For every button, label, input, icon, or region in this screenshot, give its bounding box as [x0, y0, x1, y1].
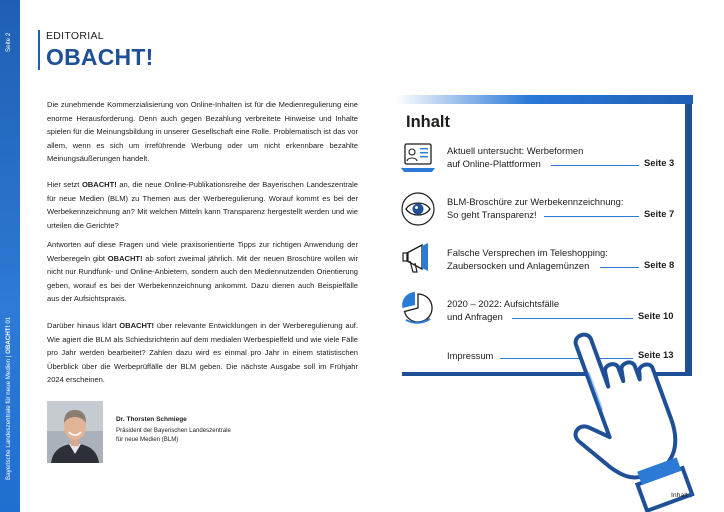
toc-item-5-text[interactable]: [447, 349, 493, 362]
paragraph-2: [47, 178, 358, 232]
footer-contents-link[interactable]: Inhalt: [671, 492, 688, 499]
section-kicker: EDITORIAL: [46, 30, 104, 42]
p4-bold: OBACHT!: [119, 321, 155, 330]
side-caption-prefix: Bayerische Landeszentrale für neue Medien |: [5, 353, 12, 480]
p4-before: Darüber hinaus klärt: [47, 321, 120, 330]
contents-title: Inhalt: [406, 113, 450, 131]
toc-item-4-line1: 2020 – 2022: Aufsichtsfälle: [447, 298, 560, 309]
toc-item-5-page[interactable]: Seite 13: [638, 349, 674, 360]
toc-item-5-line1: Impressum: [447, 350, 494, 361]
author-portrait: [47, 401, 103, 463]
side-caption-bold: OBACHT!: [5, 325, 12, 354]
toc-item-3-line2: Zaubersocken und Anlagemünzen: [447, 260, 590, 271]
pie-chart-icon: [400, 290, 436, 326]
paragraph-1: Die zunehmende Kommerzialisierung von Online-Inhalten ist für die Medienregulierung eine enorme Herausforderung. Denn auch gegen Bezahlung verbreitete Hinweise und Inhalte spielen für die Meinungsbildung in unserer Gesellschaft eine Rolle. Problematisch ist das vor allem, wenn es sich um irreführende Werbung oder um nicht erkennbare bezahlte Meinungsäußerungen handelt.: [47, 100, 358, 164]
toc-item-3-line1: Falsche Versprechen im Teleshopping:: [447, 247, 608, 258]
p3-after: ab sofort zweimal jährlich. Mit der neuen Broschüre wollen wir nicht nur Rundfunk- und Online-Anbietern, sondern auch den Mediennutzenden Orientierung geben, worauf es bei der Werbekennzeichnung ankommt. Dazu dienen auch Beispielfälle aus der Aufsichtspraxis.: [47, 253, 358, 304]
eye-icon: [400, 191, 436, 227]
side-caption-suffix: 01: [5, 316, 12, 326]
toc-item-2-line1: BLM-Broschüre zur Werbekennzeichnung:: [447, 196, 624, 207]
p3-bold: OBACHT!: [107, 253, 143, 263]
toc-item-3-text[interactable]: [447, 246, 608, 272]
paragraph-4: [47, 319, 358, 387]
toc-item-1-line1: Aktuell untersucht: Werbeformen: [447, 145, 584, 156]
author-name: Dr. Thorsten Schmiege: [116, 416, 187, 423]
p2-after: an, die neue Online-Publikationsreihe der Bayerischen Landeszentrale für neue Medien (BLM) zu Themen aus der Werberegulierung. Worauf kommt es bei der Werbekennzeichnung an? Mit welchen Mitteln kann Transparenz hergestellt werden und wie urteilen die Gerichte?: [47, 180, 358, 230]
author-role-line-2: für neue Medien (BLM): [116, 436, 179, 443]
toc-item-4-text[interactable]: [447, 297, 559, 323]
toc-item-1-line2: auf Online-Plattformen: [447, 158, 541, 169]
p3-before: Antworten auf diese Fragen und viele praxisorientierte Tipps zur richtigen Anwendung der Werberegeln gibt: [47, 240, 358, 263]
pointing-hand-icon: [556, 302, 696, 512]
paragraph-3: [47, 238, 358, 306]
toc-item-2-text[interactable]: [447, 195, 623, 221]
megaphone-icon: [400, 240, 436, 276]
toc-item-3-page[interactable]: Seite 8: [644, 259, 675, 270]
kicker-bar: [38, 30, 40, 70]
page-number: Seite 2: [5, 32, 12, 52]
online-platform-icon: [400, 140, 436, 176]
page-title: OBACHT!: [46, 44, 154, 70]
arrow-up-icon[interactable]: 🡑: [689, 491, 694, 500]
toc-item-2-line2: So geht Transparenz!: [447, 209, 537, 220]
toc-item-3-leader: [600, 267, 639, 268]
p4-after: über relevante Entwicklungen in der Werberegulierung auf. Wie agiert die BLM als Schiedsrichterin auf dem medialen Werbespielfeld und wie viele Fälle pro Jahr werden bearbeitet? Zahlen dazu wird es einmal pro Jahr in einem statistischen Überblick über die Werbeprüffälle der BLM geben. Die nächste Ausgabe soll im Frühjahr 2024 erscheinen.: [47, 321, 358, 385]
contents-box-top-bar: [395, 95, 693, 104]
author-role-line-1: Präsident der Bayerischen Landeszentrale: [116, 427, 231, 434]
toc-item-1-page[interactable]: Seite 3: [644, 157, 675, 168]
p2-bold: OBACHT!: [81, 180, 117, 189]
toc-item-1-text[interactable]: [447, 144, 583, 170]
side-caption: [5, 317, 12, 480]
p2-before: Hier setzt: [47, 180, 82, 189]
toc-item-2-leader: [544, 216, 639, 217]
toc-item-2-page[interactable]: Seite 7: [644, 208, 675, 219]
toc-item-1-leader: [551, 165, 639, 166]
toc-item-4-line2: und Anfragen: [447, 311, 503, 322]
toc-item-4-page[interactable]: Seite 10: [638, 310, 674, 321]
